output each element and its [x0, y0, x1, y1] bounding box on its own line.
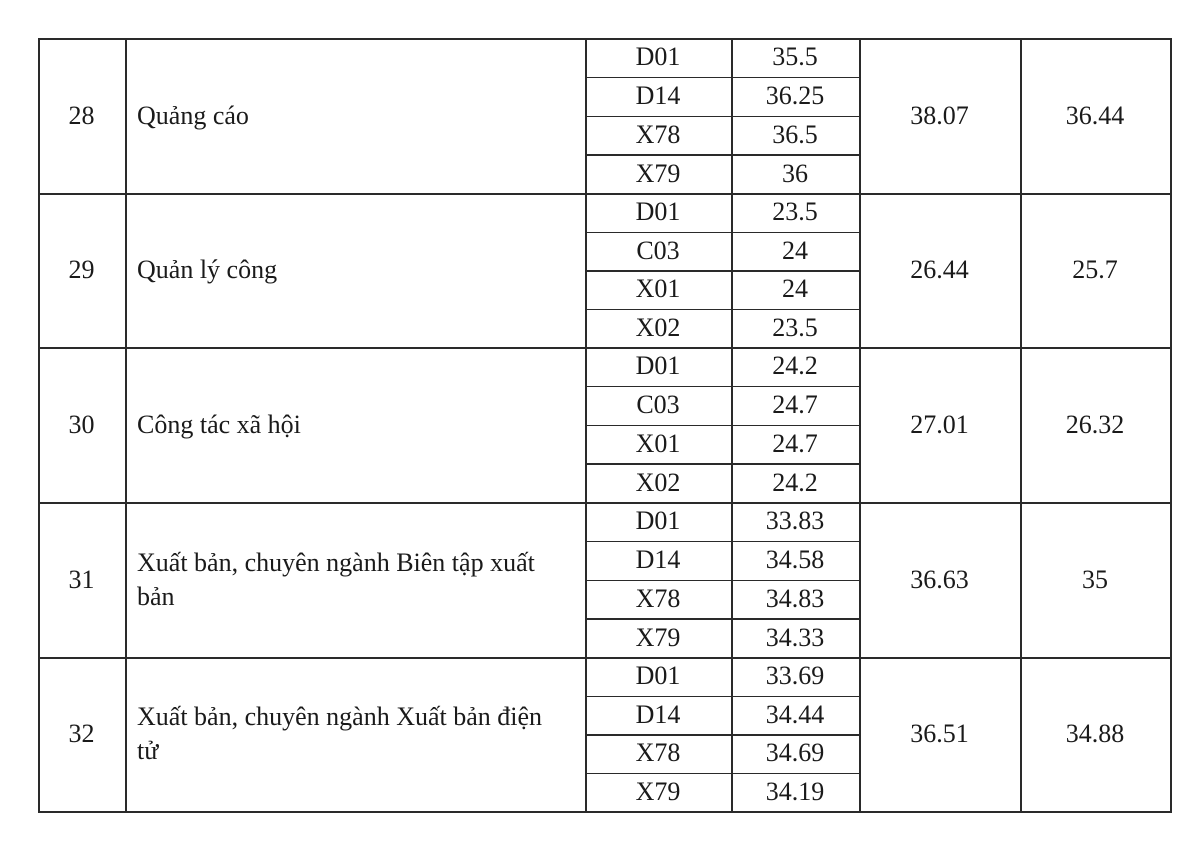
program-name [125, 193, 585, 347]
combo-score-text: 36.25 [765, 81, 825, 111]
score-column-5 [859, 657, 1020, 811]
score-column-5 [859, 502, 1020, 657]
subject-combo-code-text: D01 [635, 197, 681, 227]
subject-combo-code-text: X78 [635, 583, 681, 613]
combo-row-divider [585, 77, 859, 79]
subject-combo-code-text: D01 [635, 506, 681, 536]
combo-score-text: 24 [782, 235, 808, 265]
group-divider [38, 38, 1172, 40]
subject-combo-code-text: X79 [635, 158, 681, 188]
combo-score [731, 77, 859, 116]
score-column-6 [1020, 502, 1170, 657]
score-column-5-text: 36.51 [910, 719, 969, 749]
combo-row-divider [585, 154, 859, 156]
subject-combo-code-text: X01 [635, 274, 681, 304]
combo-row-divider [585, 541, 859, 543]
combo-score [731, 502, 859, 541]
program-name [125, 502, 585, 657]
subject-combo-code [585, 193, 731, 232]
score-column-5 [859, 38, 1020, 193]
score-column-6-text: 25.7 [1072, 255, 1118, 285]
combo-score-text: 23.5 [772, 312, 818, 342]
combo-row-divider [585, 734, 859, 736]
subject-combo-code-text: X02 [635, 312, 681, 342]
combo-score [731, 463, 859, 502]
combo-score-text: 36 [782, 158, 808, 188]
subject-combo-code-text: D01 [635, 42, 681, 72]
score-column-5-text: 26.44 [910, 255, 969, 285]
row-number-text: 30 [68, 409, 95, 439]
subject-combo-code-text: D01 [635, 351, 681, 381]
subject-combo-code-text: C03 [636, 390, 680, 420]
subject-combo-code-text: D14 [635, 699, 681, 729]
subject-combo-code [585, 502, 731, 541]
column-divider-6 [1170, 38, 1172, 813]
subject-combo-code [585, 657, 731, 696]
subject-combo-code-text: D14 [635, 81, 681, 111]
combo-row-divider [585, 580, 859, 582]
score-column-6-text: 34.88 [1065, 719, 1125, 749]
combo-score-text: 34.58 [765, 545, 825, 575]
combo-row-divider [585, 309, 859, 311]
subject-combo-code [585, 618, 731, 657]
group-divider [38, 193, 1172, 195]
score-column-5-text: 36.63 [910, 564, 969, 594]
combo-row-divider [585, 425, 859, 427]
subject-combo-code [585, 270, 731, 309]
subject-combo-code [585, 580, 731, 619]
combo-score [731, 270, 859, 309]
subject-combo-code-text: X79 [635, 776, 681, 806]
program-name-text: Xuất bản, chuyên ngành Biên tập xuất bản [137, 547, 535, 611]
group-divider [38, 502, 1172, 504]
subject-combo-code-text: D01 [635, 661, 681, 691]
combo-row-divider [585, 116, 859, 118]
column-divider-3 [731, 38, 733, 813]
row-number [38, 193, 125, 347]
row-number-text: 31 [68, 564, 95, 594]
score-column-6-text: 36.44 [1065, 100, 1125, 130]
combo-score [731, 193, 859, 232]
combo-row-divider [585, 696, 859, 698]
score-column-6 [1020, 193, 1170, 347]
group-divider [38, 347, 1172, 349]
subject-combo-code [585, 386, 731, 425]
program-name-text: Công tác xã hội [137, 409, 301, 439]
subject-combo-code [585, 347, 731, 386]
combo-score [731, 154, 859, 193]
column-divider-2 [585, 38, 587, 813]
subject-combo-code-text: D14 [635, 545, 681, 575]
combo-score [731, 347, 859, 386]
column-divider-5 [1020, 38, 1022, 813]
subject-combo-code [585, 463, 731, 502]
combo-score [731, 116, 859, 155]
subject-combo-code [585, 38, 731, 77]
subject-combo-code-text: X78 [635, 119, 681, 149]
combo-score-text: 36.5 [772, 119, 818, 149]
score-column-5 [859, 347, 1020, 502]
row-number [38, 347, 125, 502]
combo-score-text: 24.2 [772, 351, 818, 381]
row-number-text: 32 [68, 719, 95, 749]
subject-combo-code-text: X79 [635, 622, 681, 652]
subject-combo-code-text: X02 [635, 467, 681, 497]
subject-combo-code [585, 309, 731, 348]
subject-combo-code [585, 734, 731, 773]
group-divider [38, 657, 1172, 659]
column-divider-4 [859, 38, 861, 813]
combo-row-divider [585, 232, 859, 234]
combo-score [731, 696, 859, 735]
row-number [38, 38, 125, 193]
combo-score-text: 24.2 [772, 467, 818, 497]
combo-score-text: 34.83 [765, 583, 825, 613]
score-column-5-text: 27.01 [910, 409, 969, 439]
column-divider-0 [38, 38, 40, 813]
program-name [125, 657, 585, 811]
program-name-text: Quản lý công [137, 255, 278, 285]
combo-row-divider [585, 773, 859, 775]
combo-score [731, 657, 859, 696]
combo-score-text: 24.7 [772, 390, 818, 420]
row-number-text: 29 [68, 255, 95, 285]
combo-score-text: 24 [782, 274, 808, 304]
combo-score-text: 35.5 [772, 42, 818, 72]
combo-row-divider [585, 386, 859, 388]
subject-combo-code-text: X01 [635, 428, 681, 458]
combo-score-text: 33.69 [765, 661, 825, 691]
combo-row-divider [585, 618, 859, 620]
subject-combo-code-text: X78 [635, 738, 681, 768]
combo-row-divider [585, 270, 859, 272]
score-column-5-text: 38.07 [910, 100, 969, 130]
table-bottom-border [38, 811, 1172, 813]
subject-combo-code-text: C03 [636, 235, 680, 265]
subject-combo-code [585, 425, 731, 464]
program-name [125, 38, 585, 193]
combo-score [731, 734, 859, 773]
combo-score [731, 580, 859, 619]
row-number-text: 28 [68, 100, 95, 130]
combo-score-text: 34.69 [765, 738, 825, 768]
combo-score-text: 34.19 [765, 776, 825, 806]
combo-score [731, 773, 859, 812]
combo-score [731, 618, 859, 657]
score-column-6-text: 35 [1082, 564, 1108, 594]
score-column-6 [1020, 38, 1170, 193]
combo-score [731, 541, 859, 580]
combo-score [731, 386, 859, 425]
score-column-6 [1020, 347, 1170, 502]
combo-score-text: 34.33 [765, 622, 825, 652]
combo-score-text: 34.44 [765, 699, 825, 729]
subject-combo-code [585, 696, 731, 735]
combo-score [731, 38, 859, 77]
combo-score-text: 33.83 [765, 506, 825, 536]
row-number [38, 657, 125, 811]
subject-combo-code [585, 116, 731, 155]
program-name-text: Xuất bản, chuyên ngành Xuất bản điện tử [137, 702, 543, 765]
column-divider-1 [125, 38, 127, 813]
combo-score [731, 232, 859, 271]
score-column-6-text: 26.32 [1065, 409, 1125, 439]
combo-score [731, 309, 859, 348]
subject-combo-code [585, 541, 731, 580]
row-number [38, 502, 125, 657]
combo-row-divider [585, 463, 859, 465]
program-name-text: Quảng cáo [137, 100, 249, 130]
subject-combo-code [585, 232, 731, 271]
score-column-5 [859, 193, 1020, 347]
combo-score-text: 24.7 [772, 428, 818, 458]
combo-score-text: 23.5 [772, 197, 818, 227]
program-name [125, 347, 585, 502]
subject-combo-code [585, 77, 731, 116]
combo-score [731, 425, 859, 464]
score-column-6 [1020, 657, 1170, 811]
subject-combo-code [585, 154, 731, 193]
subject-combo-code [585, 773, 731, 812]
